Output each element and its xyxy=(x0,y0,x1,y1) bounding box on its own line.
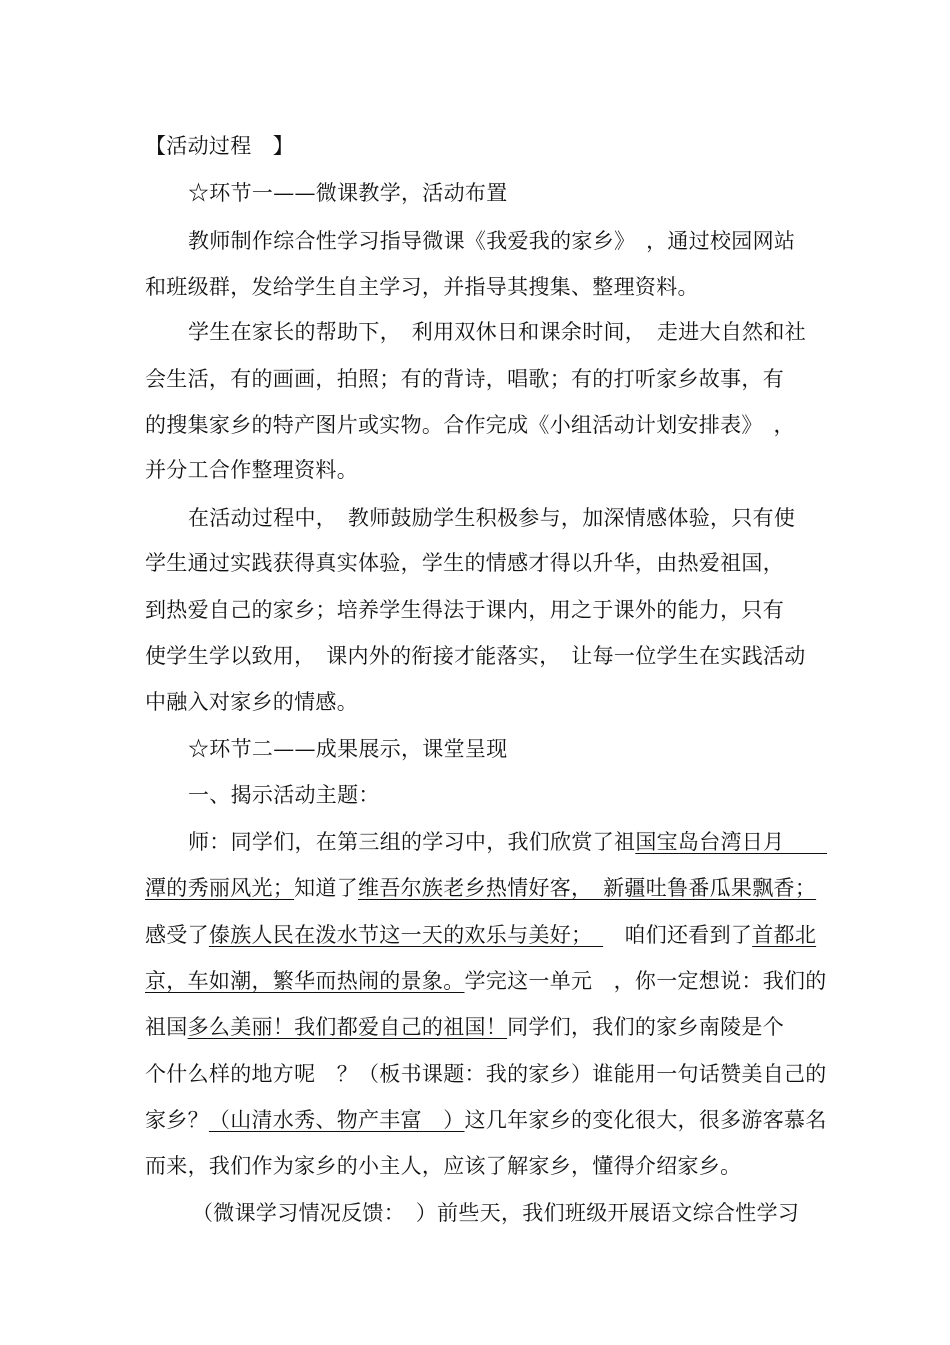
text-run: 同学们，我们的家乡南陵是个 xyxy=(507,1015,785,1039)
text-run: 个什么样的地方呢 ？（板书课题：我的家乡）谁能用一句话赞美自己的 xyxy=(145,1062,827,1086)
paragraph-line xyxy=(145,873,816,903)
paragraph-line xyxy=(145,641,806,671)
underlined-text: （山清水秀、物产丰富 ） xyxy=(208,1108,465,1132)
text-run: 使学生学以致用， 课内外的衔接才能落实， 让每一位学生在实践活动 xyxy=(145,644,806,668)
text-run: 教师制作综合性学习指导微课《我爱我的家乡》 ，通过校园网站 xyxy=(188,229,796,253)
text-run: 祖国 xyxy=(145,1015,188,1039)
text-run: ☆环节一——微课教学，活动布置 xyxy=(188,181,508,205)
paragraph-line xyxy=(145,272,699,302)
underlined-text: 维吾尔族老乡热情好客， 新疆吐鲁番瓜果飘香； xyxy=(358,876,817,900)
underlined-text: 多么美丽！我们都爱自己的祖国！ xyxy=(187,1015,508,1039)
text-run: 和班级群，发给学生自主学习，并指导其搜集、整理资料。 xyxy=(145,275,699,299)
paragraph-line xyxy=(188,827,827,857)
paragraph-line xyxy=(145,687,358,717)
paragraph-line xyxy=(188,226,795,256)
underlined-text: 京，车如潮，繁华而热闹的景象。 xyxy=(145,969,465,993)
paragraph-line xyxy=(188,503,795,533)
paragraph-line xyxy=(145,364,784,394)
text-run: 会生活，有的画画，拍照；有的背诗，唱歌；有的打听家乡故事，有 xyxy=(145,367,784,391)
paragraph-line xyxy=(192,1198,799,1228)
paragraph-line xyxy=(145,548,784,578)
text-run: 家乡？ xyxy=(145,1108,209,1132)
text-run: 感受了 xyxy=(145,923,209,947)
paragraph-line xyxy=(145,1151,741,1181)
text-run: 学完这一单元 ，你一定想说：我们的 xyxy=(464,969,827,993)
text-run: 中融入对家乡的情感。 xyxy=(145,690,358,714)
text-run: 师：同学们，在第三组的学习中，我们欣赏了祖 xyxy=(188,830,636,854)
underlined-text: 傣族人民在泼水节这一天的欢乐与美好； xyxy=(208,923,604,947)
subheading-reveal-theme xyxy=(188,780,380,810)
text-run: 这几年家乡的变化很大，很多游客慕名 xyxy=(464,1108,827,1132)
text-run: 而来，我们作为家乡的小主人，应该了解家乡，懂得介绍家乡。 xyxy=(145,1154,742,1178)
text-run: 学生通过实践获得真实体验，学生的情感才得以升华，由热爱祖国， xyxy=(145,551,784,575)
paragraph-line xyxy=(145,1012,784,1042)
underlined-text: 国宝岛台湾日月 xyxy=(635,830,828,854)
text-run: 【活动过程 】 xyxy=(145,134,295,158)
paragraph-line xyxy=(145,410,795,440)
text-run: 一、揭示活动主题： xyxy=(188,783,380,807)
text-run: 学生在家长的帮助下， 利用双休日和课余时间， 走进大自然和社 xyxy=(188,320,806,344)
section-heading-stage-one xyxy=(188,178,508,208)
text-run: ☆环节二——成果展示，课堂呈现 xyxy=(188,737,508,761)
paragraph-line xyxy=(188,317,806,347)
paragraph-line xyxy=(145,455,358,485)
section-heading-activity-process xyxy=(145,131,294,161)
text-run: 到热爱自己的家乡；培养学生得法于课内，用之于课外的能力，只有 xyxy=(145,598,784,622)
text-run: （微课学习情况反馈： ）前些天，我们班级开展语文综合性学习 xyxy=(192,1201,800,1225)
paragraph-line xyxy=(145,966,827,996)
text-run: 咱们还看到了 xyxy=(603,923,753,947)
paragraph-line xyxy=(145,1059,827,1089)
text-run: 的搜集家乡的特产图片或实物。合作完成《小组活动计划安排表》 ， xyxy=(145,413,795,437)
underlined-text: 首都北 xyxy=(752,923,817,947)
paragraph-line xyxy=(145,1105,827,1135)
paragraph-line xyxy=(145,595,784,625)
text-run: 在活动过程中， 教师鼓励学生积极参与，加深情感体验，只有使 xyxy=(188,506,796,530)
text-run: 知道了 xyxy=(294,876,359,900)
underlined-text: 潭的秀丽风光； xyxy=(145,876,295,900)
text-run: 并分工合作整理资料。 xyxy=(145,458,358,482)
paragraph-line xyxy=(145,920,816,950)
section-heading-stage-two xyxy=(188,734,508,764)
